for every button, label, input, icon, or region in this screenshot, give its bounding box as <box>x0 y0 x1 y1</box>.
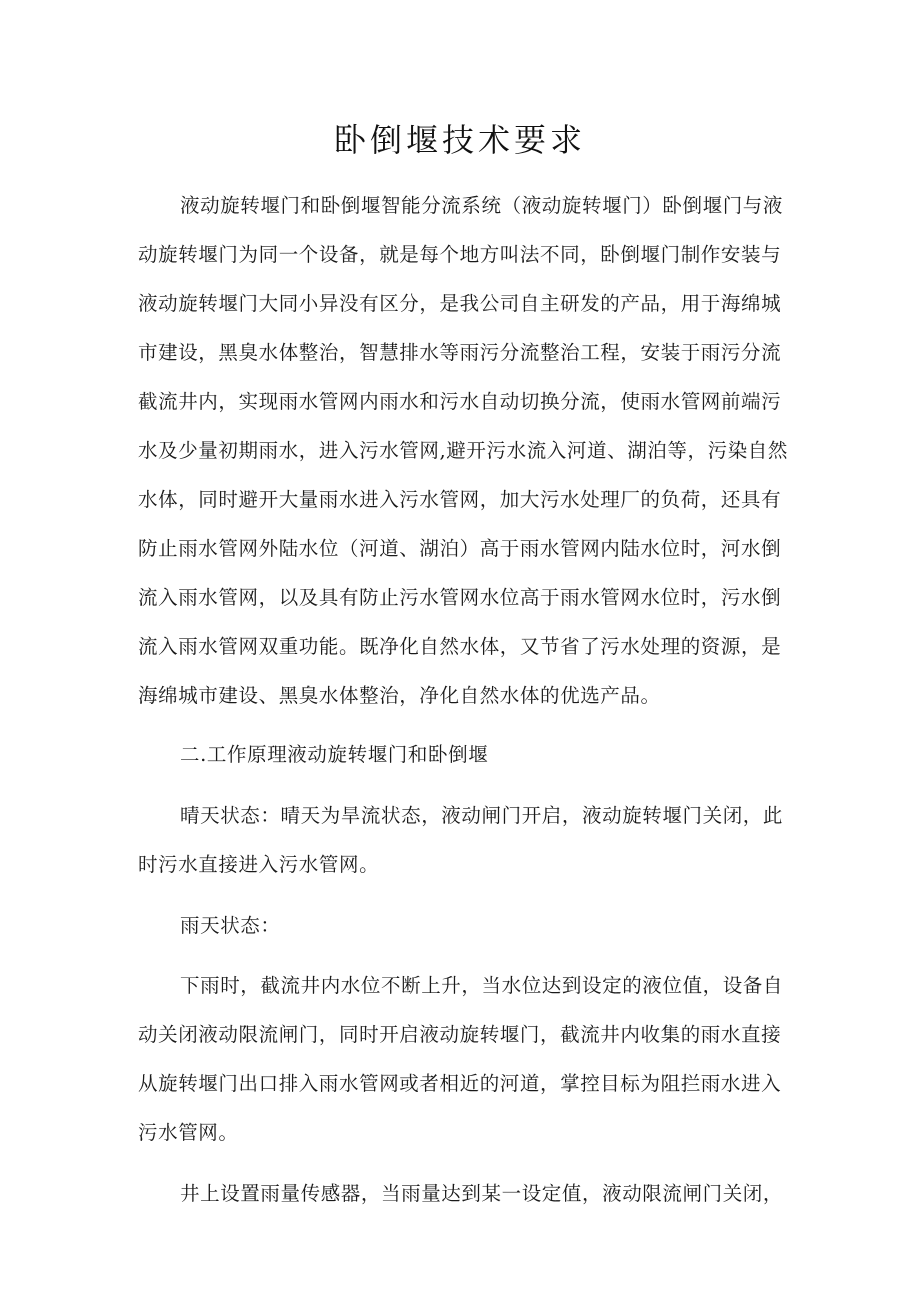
paragraph-line: 下雨时，截流井内水位不断上升，当水位达到设定的液位值，设备自 <box>180 974 784 997</box>
paragraph-line: 井上设置雨量传感器，当雨量达到某一设定值，液动限流闸门关闭， <box>180 1182 784 1205</box>
paragraph-line: 水及少量初期雨水，进入污水管网,避开污水流入河道、湖泊等，污染自然 <box>138 439 788 462</box>
paragraph-line: 晴天状态：晴天为旱流状态，液动闸门开启，液动旋转堰门关闭，此 <box>180 804 784 827</box>
paragraph-line: 海绵城市建设、黑臭水体整治，净化自然水体的优选产品。 <box>138 684 661 707</box>
paragraph-line: 液动旋转堰门大同小异没有区分，是我公司自主研发的产品，用于海绵城 <box>138 292 782 315</box>
paragraph-line: 污水管网。 <box>138 1121 239 1144</box>
paragraph-line: 流入雨水管网双重功能。既净化自然水体，又节省了污水处理的资源，是 <box>138 635 782 658</box>
paragraph-line: 水体，同时避开大量雨水进入污水管网，加大污水处理厂的负荷，还具有 <box>138 488 782 511</box>
section-heading: 二.工作原理液动旋转堰门和卧倒堰 <box>180 743 489 766</box>
paragraph-line: 从旋转堰门出口排入雨水管网或者相近的河道，掌控目标为阻拦雨水进入 <box>138 1072 782 1095</box>
paragraph-line: 液动旋转堰门和卧倒堰智能分流系统（液动旋转堰门）卧倒堰门与液 <box>180 194 784 217</box>
paragraph-line: 截流井内，实现雨水管网内雨水和污水自动切换分流，使雨水管网前端污 <box>138 390 782 413</box>
paragraph-line: 动旋转堰门为同一个设备，就是每个地方叫法不同，卧倒堰门制作安装与 <box>138 243 782 266</box>
paragraph-line: 时污水直接进入污水管网。 <box>138 853 380 876</box>
document-title: 卧倒堰技术要求 <box>333 121 586 159</box>
paragraph-line: 动关闭液动限流闸门，同时开启液动旋转堰门，截流井内收集的雨水直接 <box>138 1023 782 1046</box>
paragraph-line: 雨天状态： <box>180 914 281 937</box>
paragraph-line: 防止雨水管网外陆水位（河道、湖泊）高于雨水管网内陆水位时，河水倒 <box>138 537 782 560</box>
paragraph-line: 市建设，黑臭水体整治，智慧排水等雨污分流整治工程，安装于雨污分流 <box>138 341 782 364</box>
paragraph-line: 流入雨水管网，以及具有防止污水管网水位高于雨水管网水位时，污水倒 <box>138 586 782 609</box>
